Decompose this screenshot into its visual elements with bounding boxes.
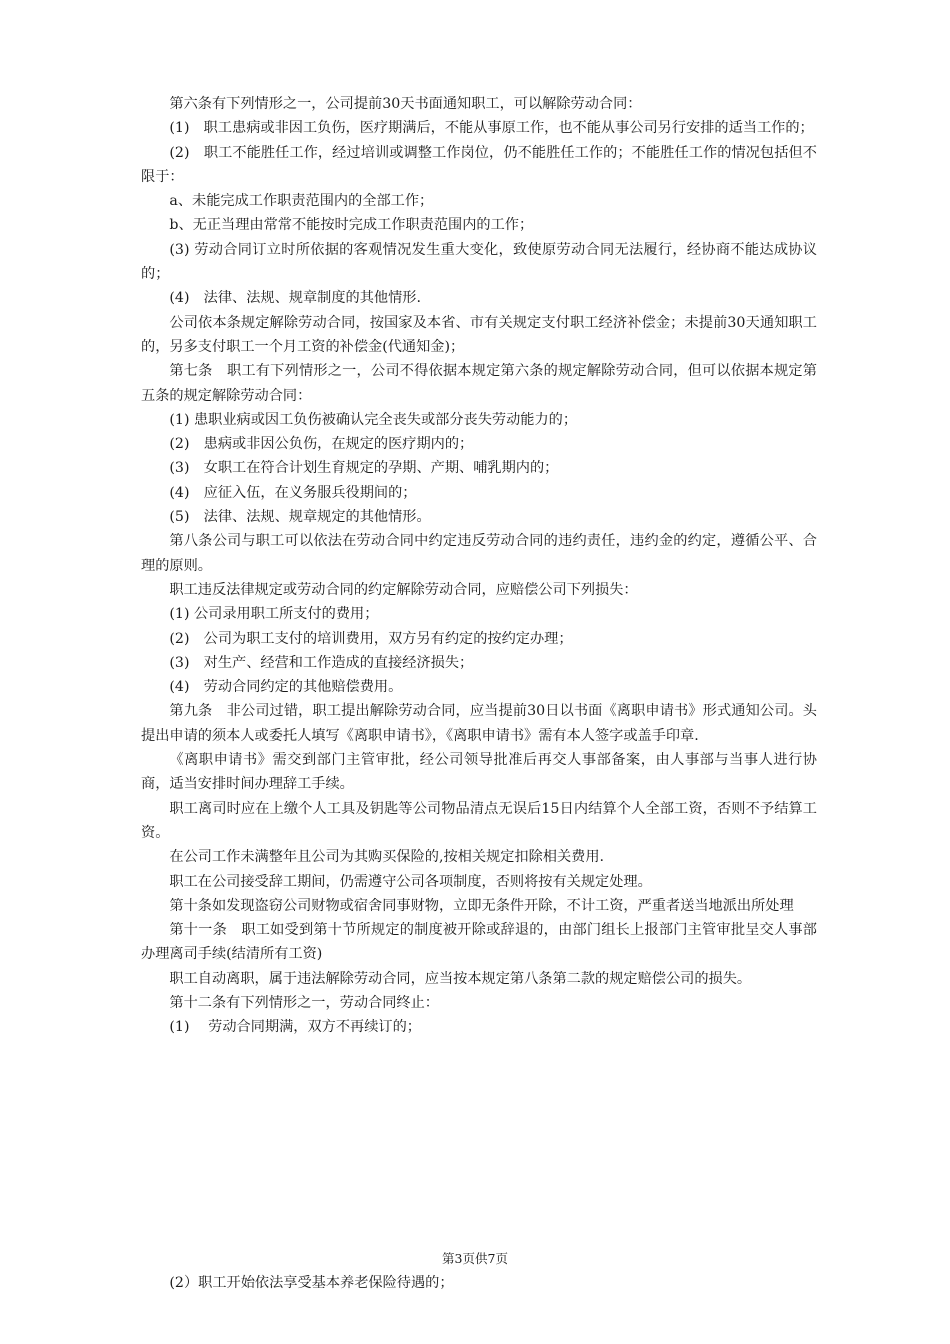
paragraph: 第七条 职工有下列情形之一，公司不得依据本规定第六条的规定解除劳动合同，但可以依据本规定第五条的规定解除劳动合同： <box>141 363 817 404</box>
paragraph: 第十一条 职工如受到第十节所规定的制度被开除或辞退的，由部门组长上报部门主管审批呈交人事部办理离司手续(结清所有工资) <box>141 922 817 963</box>
paragraph: (1) 职工患病或非因工负伤，医疗期满后，不能从事原工作，也不能从事公司另行安排的适当工作的； <box>169 120 814 137</box>
page-footer: 第3页供7页 <box>442 1251 508 1266</box>
paragraph: (4) 应征入伍，在义务服兵役期间的； <box>169 484 417 501</box>
paragraph: 职工在公司接受辞工期间，仍需遵守公司各项制度，否则将按有关规定处理。 <box>169 873 652 890</box>
paragraph: (4) 法律、法规、规章制度的其他情形. <box>169 290 421 307</box>
paragraph: (2) 职工不能胜任工作，经过培训或调整工作岗位，仍不能胜任工作的；不能胜任工作的情况包括但不限于： <box>141 144 817 185</box>
paragraph: 第十条如发现盗窃公司财物或宿舍同事财物，立即无条件开除，不计工资，严重者送当地派出所处理 <box>169 897 794 914</box>
overflow-paragraph: (2）职工开始依法享受基本养老保险待遇的； <box>169 1275 454 1291</box>
paragraph: 第六条有下列情形之一，公司提前30天书面通知职工，可以解除劳动合同： <box>169 96 642 112</box>
paragraph: (3) 对生产、经营和工作造成的直接经济损失； <box>169 654 474 671</box>
paragraph: 职工离司时应在上缴个人工具及钥匙等公司物品清点无误后15日内结算个人全部工资，否则不予结算工资。 <box>141 800 817 841</box>
paragraph: 第八条公司与职工可以依法在劳动合同中约定违反劳动合同的违约责任，违约金的约定，遵循公平、合理的原则。 <box>141 533 817 574</box>
paragraph: (2) 患病或非因公负伤，在规定的医疗期内的； <box>169 436 474 453</box>
paragraph: b、无正当理由常常不能按时完成工作职责范围内的工作； <box>169 217 534 234</box>
document-body <box>141 92 817 1040</box>
paragraph: (1) 患职业病或因工负伤被确认完全丧失或部分丧失劳动能力的； <box>169 411 578 428</box>
paragraph: 职工违反法律规定或劳动合同的约定解除劳动合同，应赔偿公司下列损失： <box>169 581 638 598</box>
paragraph: 职工自动离职，属于违法解除劳动合同，应当按本规定第八条第二款的规定赔偿公司的损失。 <box>169 970 752 987</box>
paragraph: (4) 劳动合同约定的其他赔偿费用。 <box>169 679 403 696</box>
paragraph: 第十二条有下列情形之一，劳动合同终止： <box>169 994 439 1011</box>
paragraph: (2) 公司为职工支付的培训费用，双方另有约定的按约定办理； <box>169 630 573 647</box>
paragraph: 第九条 非公司过错，职工提出解除劳动合同，应当提前30日以书面《离职申请书》形式通知公司。头提出申请的须本人或委托人填写《离职申请书》，《离职申请书》需有本人签字或盖手印章. <box>141 703 817 744</box>
paragraph: a、未能完成工作职责范围内的全部工作； <box>169 193 434 210</box>
paragraph: (5) 法律、法规、规章规定的其他情形。 <box>169 509 431 526</box>
paragraph: 公司依本条规定解除劳动合同，按国家及本省、市有关规定支付职工经济补偿金；未提前30天通知职工的，另多支付职工一个月工资的补偿金(代通知金)； <box>141 314 817 355</box>
paragraph: (1) 劳动合同期满，双方不再续订的； <box>169 1019 421 1036</box>
paragraph: (1) 公司录用职工所支付的费用； <box>169 606 379 623</box>
paragraph: (3) 劳动合同订立时所依据的客观情况发生重大变化，致使原劳动合同无法履行，经协商不能达成协议的； <box>141 241 817 283</box>
paragraph: (3) 女职工在符合计划生育规定的孕期、产期、哺乳期内的； <box>169 460 559 477</box>
paragraph: 在公司工作未满整年且公司为其购买保险的,按相关规定扣除相关费用. <box>169 849 605 866</box>
paragraph: 《离职申请书》需交到部门主管审批，经公司领导批准后再交人事部备案，由人事部与当事人进行协商，适当安排时间办理辞工手续。 <box>141 752 817 793</box>
